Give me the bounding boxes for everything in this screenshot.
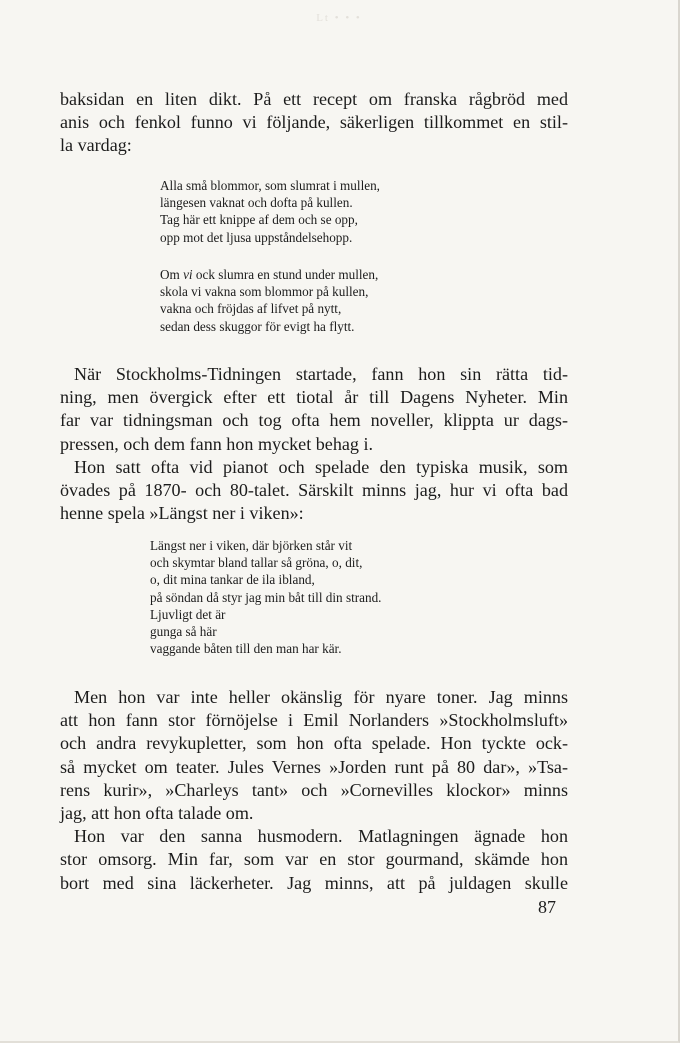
text-line: Men hon var inte heller okänslig för nyare toner. Jag minns	[74, 687, 568, 707]
verse-line	[160, 266, 378, 283]
text-line: baksidan en liten dikt. På ett recept om franska rågbröd med	[60, 89, 568, 109]
text-line: stor omsorg. Min far, som var en stor gourmand, skämde hon	[60, 849, 568, 870]
verse-line: vakna och fröjdas af lifvet på nytt,	[160, 301, 342, 317]
text-line: jag, att hon ofta talade om.	[60, 803, 254, 824]
verse-line: Tag här ett knippe af dem och se opp,	[160, 212, 358, 228]
verse-text: Om	[160, 267, 184, 282]
verse-line: Längst ner i viken, där björken står vit	[150, 538, 353, 553]
text-line: pressen, och dem fann hon mycket behag i.	[60, 433, 374, 454]
verse-line: längesen vaknat och dofta på kullen.	[160, 195, 353, 211]
verse-emphasis: vi	[183, 267, 193, 282]
text-line: att hon fann stor förnöjelse i Emil Norlanders »Stockholmsluft»	[60, 710, 568, 731]
verse-line: Alla små blommor, som slumrat i mullen,	[160, 178, 380, 193]
verse-line: skola vi vakna som blommor på kullen,	[160, 284, 369, 300]
poem-langst-ner-i-viken	[150, 537, 381, 657]
paragraph-newspapers	[60, 363, 568, 525]
text-line: anis och fenkol funno vi följande, säkerligen tillkommet en stil-	[60, 112, 568, 133]
text-line: bort med sina läckerheter. Jag minns, att på juldagen skulle	[60, 872, 568, 893]
verse-line: Ljuvligt det är	[150, 606, 226, 622]
text-line: henne spela »Längst ner i viken»:	[60, 503, 304, 524]
page-number: 87	[538, 897, 556, 917]
text-line: la vardag:	[60, 135, 132, 156]
poem-stanza-1	[160, 177, 380, 246]
header-mark: Lt • • •	[316, 12, 362, 24]
text-line: och andra revykupletter, som hon ofta spelade. Hon tyckte ock-	[60, 733, 568, 754]
verse-line: vaggande båten till den man har kär.	[150, 641, 342, 657]
text-line: övades på 1870- och 80-talet. Särskilt minns jag, hur vi ofta bad	[60, 480, 568, 501]
text-line: ning, men övergick efter ett tiotal år till Dagens Nyheter. Min	[60, 387, 568, 408]
verse-text: ock slumra en stund under mullen,	[192, 267, 379, 282]
poem-stanza-2	[160, 266, 378, 335]
text-line: far var tidningsman och tog ofta hem noveller, klippta ur dags-	[60, 410, 568, 431]
verse-line: opp mot det ljusa uppståndelsehopp.	[160, 229, 353, 245]
paragraph-intro	[60, 88, 568, 158]
verse-line: o, dit mina tankar de ila ibland,	[150, 572, 315, 588]
text-line: rens kurir», »Charleys tant» och »Cornevilles klockor» minns	[60, 779, 568, 800]
verse-line: på söndan då styr jag min båt till din strand.	[150, 589, 382, 605]
text-line: Hon var den sanna husmodern. Matlagningen ägnade hon	[74, 826, 568, 847]
text-line: så mycket om teater. Jules Vernes »Jorden runt på 80 dar», »Tsa-	[60, 756, 568, 777]
paragraph-music-and-home	[60, 686, 568, 895]
text-line: Hon satt ofta vid pianot och spelade den typiska musik, som	[74, 456, 568, 477]
verse-line: gunga så här	[150, 624, 217, 640]
text-line: När Stockholms-Tidningen startade, fann hon sin rätta tid-	[74, 364, 568, 384]
verse-line: sedan dess skuggor för evigt ha flytt.	[160, 318, 355, 334]
verse-line: och skymtar bland tallar så gröna, o, dit,	[150, 555, 363, 571]
